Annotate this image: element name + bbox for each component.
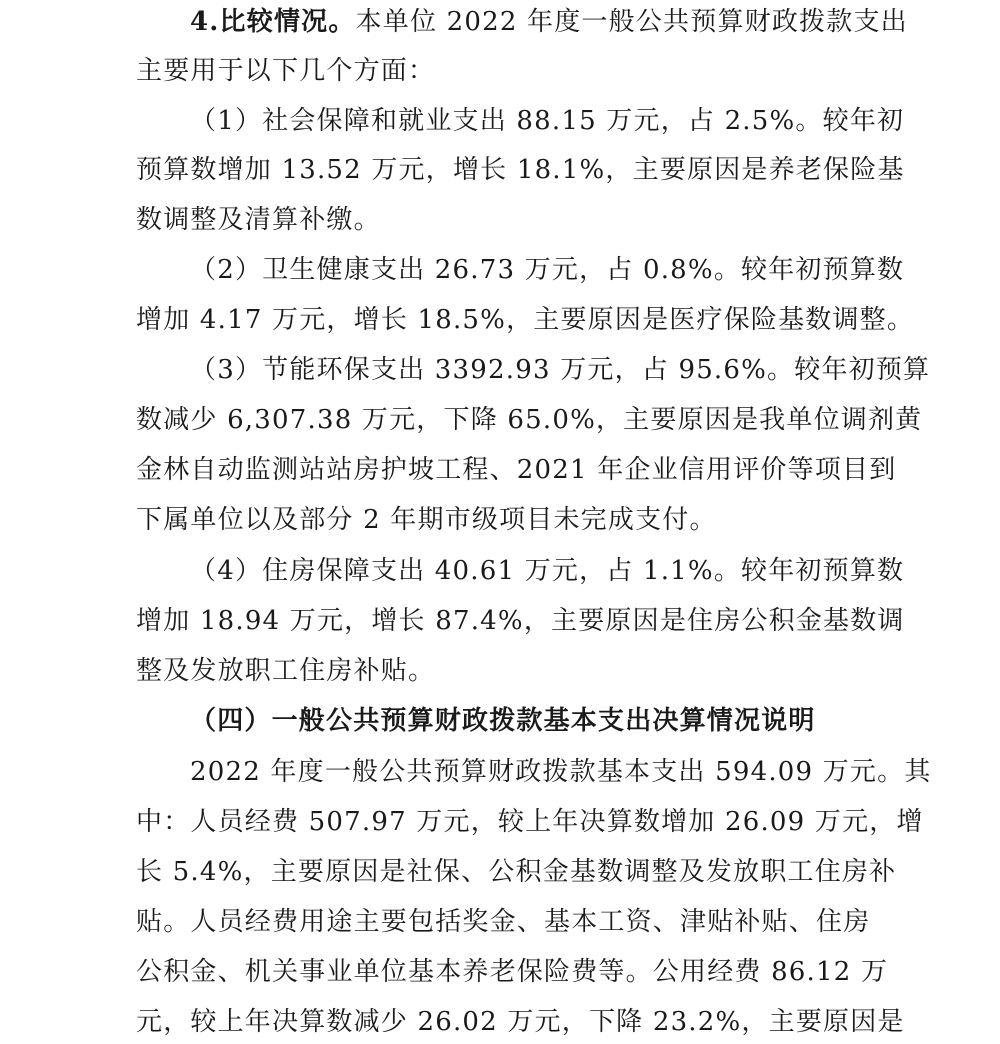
basic-expenditure-line-3: 长 5.4%，主要原因是社保、公积金基数调整及发放职工住房补 (136, 857, 897, 887)
section-4-label: 4.比较情况。 (190, 7, 356, 37)
item-2-line-2: 增加 4.17 万元，增长 18.5%，主要原因是医疗保险基数调整。 (136, 305, 915, 335)
section-heading-basic-expenditure: （四）一般公共预算财政拨款基本支出决算情况说明 (190, 706, 816, 736)
item-1-line-2: 预算数增加 13.52 万元，增长 18.1%，主要原因是养老保险基 (136, 155, 905, 185)
basic-expenditure-line-1: 2022 年度一般公共预算财政拨款基本支出 594.09 万元。其 (190, 757, 932, 787)
item-4-line-1: （4）住房保障支出 40.61 万元，占 1.1%。较年初预算数 (190, 556, 905, 586)
item-3-line-2: 数减少 6,307.38 万元，下降 65.0%，主要原因是我单位调剂黄 (136, 405, 923, 435)
item-3-line-1: （3）节能环保支出 3392.93 万元，占 95.6%。较年初预算 (190, 355, 931, 385)
basic-expenditure-line-6: 元，较上年决算数减少 26.02 万元，下降 23.2%，主要原因是 (136, 1007, 905, 1037)
section-4-intro-text: 本单位 2022 年度一般公共预算财政拨款支出 (355, 7, 908, 37)
item-2-line-1: （2）卫生健康支出 26.73 万元，占 0.8%。较年初预算数 (190, 255, 905, 285)
item-1-line-3: 数调整及清算补缴。 (136, 205, 381, 235)
basic-expenditure-line-4: 贴。人员经费用途主要包括奖金、基本工资、津贴补贴、住房 (136, 907, 871, 937)
item-4-line-2: 增加 18.94 万元，增长 87.4%，主要原因是住房公积金基数调 (136, 606, 905, 636)
basic-expenditure-line-5: 公积金、机关事业单位基本养老保险费等。公用经费 86.12 万 (136, 957, 889, 987)
item-3-line-3: 金林自动监测站站房护坡工程、2021 年企业信用评价等项目到 (136, 455, 897, 485)
item-3-line-4: 下属单位以及部分 2 年期市级项目未完成支付。 (136, 505, 717, 535)
basic-expenditure-line-2: 中：人员经费 507.97 万元，较上年决算数增加 26.09 万元，增 (136, 807, 924, 837)
section-4-intro-line-2: 主要用于以下几个方面： (136, 56, 436, 86)
section-4-intro-line-1 (190, 0, 930, 44)
item-1-line-1: （1）社会保障和就业支出 88.15 万元，占 2.5%。较年初 (190, 106, 905, 136)
item-4-line-3: 整及发放职工住房补贴。 (136, 656, 436, 686)
